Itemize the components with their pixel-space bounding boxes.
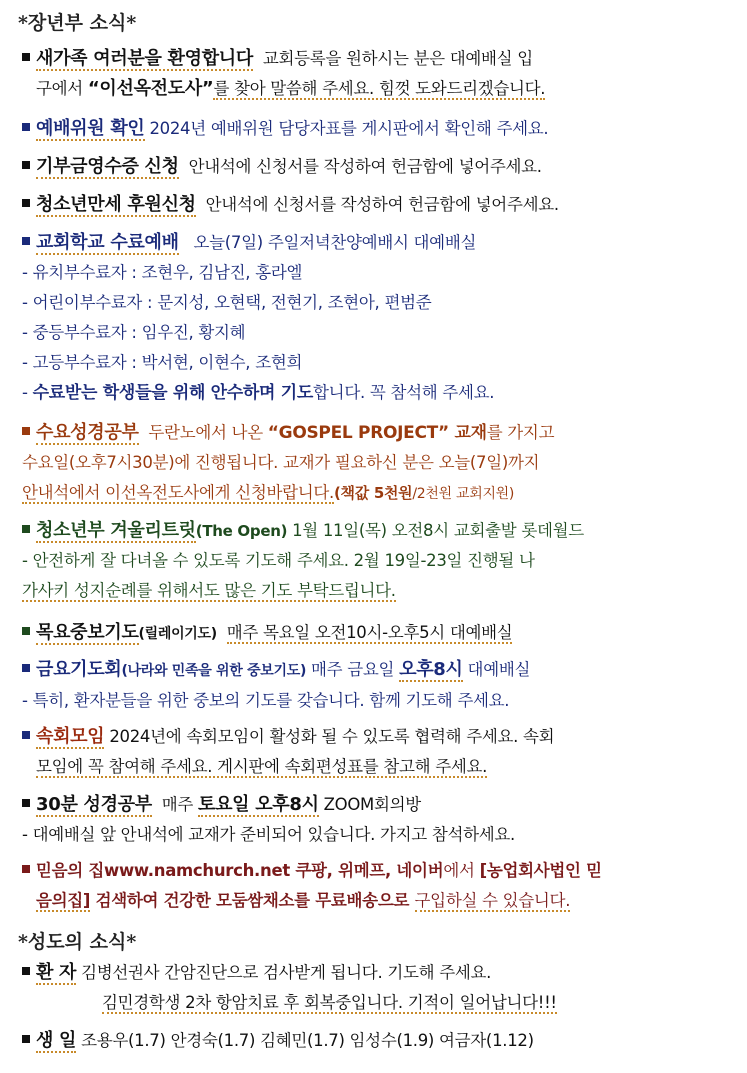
bullet-icon [22, 731, 30, 739]
notice-worship-committee [22, 114, 727, 144]
notice-text: - 대예배실 앞 안내석에 교재가 준비되어 있습니다. 가지고 참석하세요. [22, 825, 515, 844]
notice-title: 금요기도회 [36, 659, 122, 680]
bullet-icon [22, 525, 30, 533]
notice-title: 예배위원 확인 [36, 118, 145, 139]
bullet-icon [22, 53, 30, 61]
notice-title: 목요중보기도 [36, 622, 139, 643]
bullet-icon [22, 664, 30, 672]
graduate-list: - 고등부수료자 : 박서현, 이현수, 조현희 [22, 353, 303, 372]
notice-text: 1월 11일(목) 오전8시 교회출발 롯데월드 [292, 521, 584, 540]
notice-text: 합니다. 꼭 참석해 주세요. [313, 383, 495, 402]
notice-text: 를 가지고 [486, 423, 555, 442]
notice-text: 두란노에서 나온 [148, 423, 268, 442]
news-birthdays [22, 1026, 727, 1056]
evangelist-name: “이선옥전도사” [87, 78, 214, 99]
notice-title: 수요성경공부 [36, 422, 139, 443]
notice-text: 2024년에 속회모임이 활성화 될 수 있도록 협력해 주세요. 속회 [109, 727, 555, 746]
notice-text: 검색하여 건강한 모둠쌈채소를 무료배송으로 [90, 891, 415, 910]
study-time: 토요일 오후8시 [197, 794, 319, 815]
notice-youth-retreat [22, 516, 727, 606]
notice-house-of-faith [22, 856, 727, 916]
notice-text: 대예배실 [462, 660, 531, 679]
news-title: 생 일 [36, 1030, 77, 1051]
birthday-list: 조용우(1.7) 안경숙(1.7) 김혜민(1.7) 임성수(1.9) 여금자(1.12) [81, 1031, 534, 1050]
notice-text: 수요일(오후7시30분)에 진행됩니다. 교재가 필요하신 분은 오늘(7일)까지 [22, 453, 540, 472]
notice-title: 기부금영수증 신청 [36, 156, 179, 177]
bullet-icon [22, 799, 30, 807]
notice-bible-study-30 [22, 790, 727, 850]
notice-text: 모임에 꼭 참여해 주세요. 게시판에 속회편성표를 참고해 주세요. [36, 757, 488, 776]
notice-subtitle: (릴레이기도) [138, 626, 217, 642]
notice-new-family [22, 44, 727, 104]
notice-text: 매주 금요일 [311, 660, 400, 679]
notice-text: 안내석에서 이선옥전도사에게 신청바랍니다. [22, 483, 334, 502]
graduate-list: - 유치부수료자 : 조현우, 김남진, 홍라엘 [22, 263, 303, 282]
notice-text: 구에서 [36, 79, 88, 98]
bullet-icon [22, 427, 30, 435]
notice-friday-prayer [22, 655, 727, 716]
notice-text: 구입하실 수 있습니다. [414, 891, 571, 910]
notice-title: 믿음의 집www.namchurch.net 쿠팡, 위메프, 네이버 [36, 861, 444, 880]
prayer-time: 오후8시 [399, 659, 463, 680]
notice-text: 오늘(7일) 주일저녁찬양예배시 대예배실 [193, 233, 477, 252]
notice-text: 2024년 예배위원 담당자표를 게시판에서 확인해 주세요. [149, 119, 549, 138]
notice-wednesday-bible [22, 418, 727, 509]
notice-subtitle: (나라와 민족을 위한 중보기도) [121, 663, 307, 679]
graduate-list: - 중등부수료자 : 임우진, 황지혜 [22, 323, 246, 342]
notice-title: 속회모임 [36, 726, 105, 747]
bullet-icon [22, 237, 30, 245]
notice-title: 30분 성경공부 [36, 794, 152, 815]
notice-title: 교회학교 수료예배 [36, 232, 179, 253]
book-support: /2천원 교회지원) [412, 486, 515, 502]
notice-text: 가사키 성지순례를 위해서도 많은 기도 부탁드립니다. [22, 581, 396, 600]
notice-text: ZOOM회의방 [318, 795, 421, 814]
notice-text: 안내석에 신청서를 작성하여 헌금함에 넣어주세요. [205, 195, 559, 214]
prayer-note: 수료받는 학생들을 위해 안수하며 기도 [32, 383, 314, 403]
notice-title: 청소년만세 후원신청 [36, 194, 196, 215]
notice-title: 청소년부 겨울리트릿 [36, 520, 196, 541]
bullet-icon [22, 161, 30, 169]
news-text: 김병선권사 간암진단으로 검사받게 됩니다. 기도해 주세요. [81, 963, 492, 982]
notice-text: - 특히, 환자분들을 위한 중보의 기도를 갖습니다. 함께 기도해 주세요. [22, 691, 510, 710]
notice-subtitle: (The Open) [195, 522, 288, 540]
textbook-name: “GOSPEL PROJECT” 교재 [267, 423, 487, 443]
company-name: 음의집] [36, 891, 91, 910]
notice-title: 새가족 여러분을 환영합니다 [36, 48, 253, 69]
news-title: 환 자 [36, 962, 77, 983]
notice-text: 매주 [161, 795, 198, 814]
news-text: 김민경학생 2차 항암치료 후 회복중입니다. 기적이 일어납니다!!! [102, 993, 557, 1012]
notice-text: - 안전하게 잘 다녀올 수 있도록 기도해 주세요. 2월 19일-23일 진행될 나 [22, 551, 535, 570]
bullet-icon [22, 967, 30, 975]
company-name: [농업회사법인 믿 [479, 861, 602, 880]
notice-donation-receipt [22, 152, 727, 182]
notice-thursday-prayer [22, 618, 727, 649]
news-patients [22, 958, 727, 1018]
notice-text: 에서 [443, 861, 480, 880]
bullet-icon [22, 1035, 30, 1043]
bullet-icon [22, 123, 30, 131]
book-price: (책값 5천원 [333, 484, 413, 502]
notice-cell-meeting [22, 722, 727, 782]
graduate-list: - 어린이부수료자 : 문지성, 오현택, 전현기, 조현아, 편범준 [22, 293, 432, 312]
notice-text: 안내석에 신청서를 작성하여 헌금함에 넣어주세요. [188, 157, 542, 176]
notice-text: 교회등록을 원하시는 분은 대예배실 입 [262, 49, 533, 68]
bullet-icon [22, 627, 30, 635]
dash: - [22, 383, 33, 402]
notice-youth-sponsor [22, 190, 727, 220]
section-title-elders: *장년부 소식* [18, 12, 137, 34]
section-title-members: *성도의 소식* [18, 931, 137, 953]
bullet-icon [22, 865, 30, 873]
notice-graduation-service [22, 228, 727, 408]
bullet-icon [22, 199, 30, 207]
notice-text: 를 찾아 말씀해 주세요. 힘껏 도와드리겠습니다. [213, 79, 546, 98]
notice-text: 매주 목요일 오전10시-오후5시 대예배실 [226, 623, 513, 642]
